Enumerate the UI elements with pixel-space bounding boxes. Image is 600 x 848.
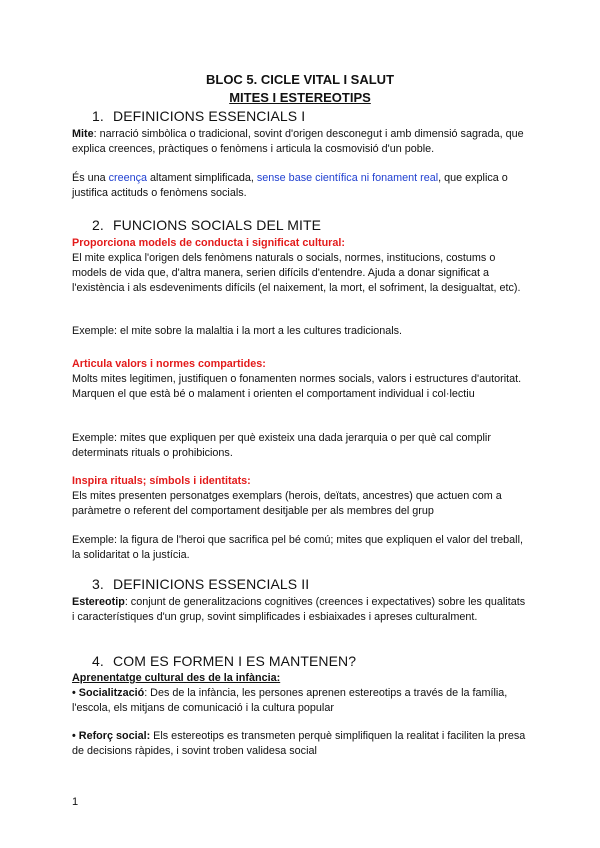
section-1-title: DEFINICIONS ESSENCIALS I — [113, 108, 306, 124]
subheading-aprenentatge: Aprenentatge cultural des de la infància: — [72, 672, 281, 684]
mite-paragraph-2 — [72, 171, 528, 201]
subheading-rituals-simbols: Inspira rituals; símbols i identitats: — [72, 475, 251, 487]
section-1-number: 1. — [92, 108, 104, 124]
estereotip-term: Estereotip — [72, 596, 125, 608]
section-4-number: 4. — [92, 653, 104, 669]
example-1: Exemple: el mite sobre la malaltia i la mort a les cultures tradicionals. — [72, 325, 403, 337]
section-2-heading — [92, 217, 321, 233]
reforc-social-term: • Reforç social: — [72, 730, 151, 742]
section-3-number: 3. — [92, 576, 104, 592]
page-number: 1 — [72, 796, 79, 808]
section-3-heading — [92, 576, 309, 592]
mite-definition — [72, 127, 528, 157]
section-3-title: DEFINICIONS ESSENCIALS II — [113, 576, 310, 592]
mite-p2-text-a: És una — [72, 172, 109, 184]
bullet-reforc-social — [72, 729, 528, 759]
paragraph-models-conducta: El mite explica l'origen dels fenòmens naturals o socials, normes, institucions, costums o models de vida que, d'altra manera, serien difícils d'entendre. Ajuda a donar significat a l'existència i als esdeveniments difícils (el naixement, la mort, el sofriment, la desigualtat, etc). — [72, 252, 521, 295]
link-sense-base[interactable]: sense base científica ni fonament real — [256, 172, 439, 184]
subheading-models-conducta: Proporciona models de conducta i significat cultural: — [72, 237, 345, 249]
example-3: Exemple: la figura de l'heroi que sacrifica pel bé comú; mites que expliquen el valor del treball, la solidaritat o la justícia. — [72, 534, 523, 562]
document-subtitle: MITES I ESTEREOTIPS — [229, 90, 371, 105]
section-1-heading — [92, 108, 305, 124]
section-4-title: COM ES FORMEN I ES MANTENEN? — [113, 653, 357, 669]
section-2-title: FUNCIONS SOCIALS DEL MITE — [113, 217, 322, 233]
bullet-socialitzacio — [72, 686, 528, 716]
socialitzacio-term: • Socialització — [72, 687, 145, 699]
subheading-valors-normes: Articula valors i normes compartides: — [72, 358, 266, 370]
mite-p2-text-c: , que explica o justifica actituds o fenòmens socials. — [72, 172, 508, 200]
mite-term: Mite — [72, 128, 94, 140]
link-creenca[interactable]: creença — [108, 172, 148, 184]
paragraph-valors-normes: Molts mites legitimen, justifiquen o fonamenten normes socials, valors i estructures d'autoritat. Marquen el que està bé o malament i orienten el comportament individual i col·lectiu — [72, 373, 522, 401]
reforc-social-text: Els estereotips es transmeten perquè simplifiquen la realitat i faciliten la presa de decisions ràpides, i sovint troben validesa social — [72, 730, 526, 758]
paragraph-rituals-simbols: Els mites presenten personatges exemplars (herois, deïtats, ancestres) que actuen com a paràmetre o referent del comportament desitjable per als membres del grup — [72, 490, 502, 518]
mite-p2-text-b: altament simplificada, — [147, 172, 257, 184]
document-title: BLOC 5. CICLE VITAL I SALUT — [205, 72, 395, 87]
section-2-number: 2. — [92, 217, 104, 233]
estereotip-definition — [72, 595, 528, 625]
section-4-heading — [92, 653, 356, 669]
example-2: Exemple: mites que expliquen per què existeix una dada jerarquia o per què cal complir determinats rituals o prohibicions. — [72, 432, 491, 460]
mite-definition-text: : narració simbòlica o tradicional, sovint d'origen desconegut i amb dimensió sagrada, que explica creences, pràctiques o fenòmens i articula la cosmovisió d'un poble. — [72, 128, 524, 156]
socialitzacio-text: : Des de la infància, les persones aprenen estereotips a través de la família, l'escola, els mitjans de comunicació i la cultura popular — [72, 687, 508, 715]
estereotip-definition-text: : conjunt de generalitzacions cognitives (creences i expectatives) sobre les qualitats i característiques d'un grup, sovint simplificades i esbiaixades i apreses culturalment. — [72, 596, 526, 624]
